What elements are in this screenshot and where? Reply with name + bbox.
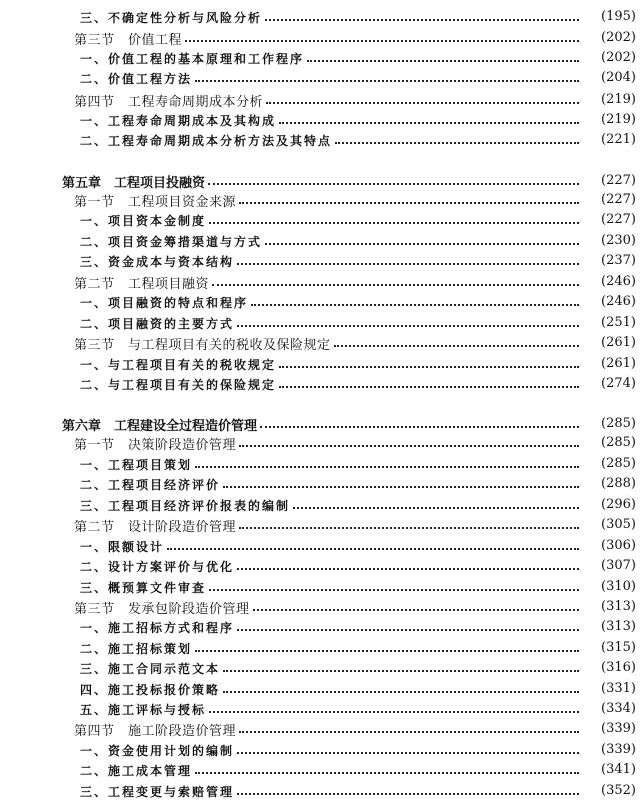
page-number: (310) (601, 579, 636, 594)
page-number: (331) (601, 681, 636, 696)
dot-leader (237, 568, 579, 570)
entry-title: 三、不确定性分析与风险分析 (80, 10, 263, 25)
entry-title: 第四节 施工阶段造价管理 (74, 723, 237, 739)
dot-leader (167, 548, 579, 550)
toc-section-entry[interactable] (74, 332, 636, 354)
dot-leader (237, 325, 579, 327)
entry-title: 一、工程寿命周期成本及其构成 (80, 113, 277, 128)
entry-title: 二、项目资金筹措渠道与方式 (80, 234, 263, 249)
toc-item-entry[interactable] (80, 637, 636, 659)
entry-title: 四、施工投标报价策略 (80, 682, 221, 697)
dot-leader (195, 650, 579, 652)
page-number: (316) (601, 660, 636, 675)
entry-title: 第二节 工程项目融资 (74, 276, 210, 292)
page-number: (285) (601, 435, 636, 450)
toc-section-entry[interactable] (74, 514, 636, 536)
page-number: (202) (601, 50, 636, 65)
dot-leader (195, 466, 579, 468)
toc-item-entry[interactable] (80, 353, 636, 375)
entry-title: 第六章 工程建设全过程造价管理 (62, 418, 258, 434)
page-number: (261) (601, 356, 636, 371)
entry-title: 一、项目融资的特点和程序 (80, 295, 249, 310)
entry-title: 一、资金使用计划的编制 (80, 743, 235, 758)
dot-leader (209, 589, 579, 591)
entry-title: 一、施工招标方式和程序 (80, 620, 235, 635)
entry-title: 二、工程项目经济评价 (80, 477, 221, 492)
dot-leader (195, 80, 579, 82)
entry-title: 二、施工招标策划 (80, 641, 193, 656)
page-number: (307) (601, 558, 636, 573)
dot-leader (239, 202, 579, 204)
dot-leader (212, 284, 579, 286)
toc-item-entry[interactable] (80, 6, 636, 28)
dot-leader (260, 426, 579, 428)
page-number: (352) (601, 783, 636, 798)
dot-leader (209, 222, 579, 224)
toc-item-entry[interactable] (80, 453, 636, 475)
entry-title: 二、工程寿命周期成本分析方法及其特点 (80, 133, 333, 148)
page-number: (219) (601, 112, 636, 127)
page-number: (334) (601, 701, 636, 716)
entry-title: 第二节 设计阶段造价管理 (74, 519, 237, 535)
toc-section-entry[interactable] (74, 596, 636, 618)
page-number: (251) (601, 315, 636, 330)
page-number: (296) (601, 497, 636, 512)
page-number: (221) (601, 132, 636, 147)
entry-title: 第一节 工程项目资金来源 (74, 194, 237, 210)
dot-leader (185, 40, 579, 42)
entry-title: 一、与工程项目有关的税收规定 (80, 357, 277, 372)
entry-title: 第三节 与工程项目有关的税收及保险规定 (74, 337, 331, 353)
page-number: (306) (601, 538, 636, 553)
toc-item-entry[interactable] (80, 47, 636, 69)
entry-title: 三、施工合同示范文本 (80, 661, 221, 676)
page-number: (288) (601, 476, 636, 491)
page-number: (341) (601, 762, 636, 777)
dot-leader (279, 122, 579, 124)
toc-item-entry[interactable] (80, 312, 636, 334)
toc-item-entry[interactable] (80, 739, 636, 761)
toc-section-entry[interactable] (74, 432, 636, 454)
toc-section-entry[interactable] (74, 718, 636, 740)
toc-item-entry[interactable] (80, 109, 636, 131)
entry-title: 三、工程项目经济评价报表的编制 (80, 498, 291, 513)
toc-item-entry[interactable] (80, 759, 636, 781)
page-number: (315) (601, 640, 636, 655)
toc-section-entry[interactable] (74, 271, 636, 293)
dot-leader (237, 629, 579, 631)
page-number: (202) (601, 30, 636, 45)
dot-leader (265, 243, 579, 245)
entry-title: 第一节 决策阶段造价管理 (74, 437, 237, 453)
dot-leader (293, 507, 579, 509)
dot-leader (209, 711, 579, 713)
page-number: (227) (601, 212, 636, 227)
entry-title: 一、价值工程的基本原理和工作程序 (80, 51, 305, 66)
dot-leader (195, 772, 579, 774)
toc-item-entry[interactable] (80, 230, 636, 252)
page-number: (237) (601, 253, 636, 268)
entry-title: 二、设计方案评价与优化 (80, 559, 235, 574)
dot-leader (223, 691, 579, 693)
dot-leader (266, 102, 579, 104)
entry-title: 二、与工程项目有关的保险规定 (80, 377, 277, 392)
dot-leader (334, 345, 579, 347)
toc-item-entry[interactable] (80, 250, 636, 272)
dot-leader (239, 527, 579, 529)
toc-item-entry[interactable] (80, 209, 636, 231)
page-number: (204) (601, 70, 636, 85)
page-number: (339) (601, 742, 636, 757)
toc-item-entry[interactable] (80, 129, 636, 151)
toc-item-entry[interactable] (80, 555, 636, 577)
page-number: (261) (601, 335, 636, 350)
toc-item-entry[interactable] (80, 67, 636, 89)
entry-title: 第三节 发承包阶段造价管理 (74, 601, 250, 617)
toc-section-entry[interactable] (74, 189, 636, 211)
toc-section-entry[interactable] (74, 89, 636, 111)
dot-leader (279, 386, 579, 388)
dot-leader (237, 263, 579, 265)
toc-item-entry[interactable] (80, 494, 636, 516)
entry-title: 一、项目资本金制度 (80, 213, 207, 228)
page-number: (246) (601, 294, 636, 309)
entry-title: 二、施工成本管理 (80, 763, 193, 778)
dot-leader (253, 609, 579, 611)
dot-leader (279, 366, 579, 368)
entry-title: 五、施工评标与授标 (80, 702, 207, 717)
dot-leader (335, 142, 579, 144)
entry-title: 第三节 价值工程 (74, 32, 183, 48)
page-number: (230) (601, 233, 636, 248)
entry-title: 二、价值工程方法 (80, 71, 193, 86)
toc-section-entry[interactable] (74, 27, 636, 49)
entry-title: 一、限额设计 (80, 539, 165, 554)
toc-item-entry[interactable] (80, 291, 636, 313)
dot-leader (251, 304, 579, 306)
page-number: (305) (601, 517, 636, 532)
toc-item-entry[interactable] (80, 698, 636, 720)
dot-leader (223, 670, 579, 672)
page-number: (313) (601, 619, 636, 634)
page-number: (246) (601, 274, 636, 289)
toc-item-entry[interactable] (80, 678, 636, 700)
page-number: (219) (601, 92, 636, 107)
dot-leader (208, 183, 579, 185)
dot-leader (307, 60, 579, 62)
entry-title: 三、概预算文件审查 (80, 580, 207, 595)
dot-leader (265, 19, 579, 21)
dot-leader (239, 731, 579, 733)
toc-item-entry[interactable] (80, 373, 636, 395)
entry-title: 第四节 工程寿命周期成本分析 (74, 94, 264, 110)
page-number: (285) (601, 456, 636, 471)
page-number: (339) (601, 721, 636, 736)
dot-leader (223, 486, 579, 488)
toc-item-entry[interactable] (80, 576, 636, 598)
page-number: (195) (601, 9, 636, 24)
page-number: (285) (601, 416, 636, 431)
page-number: (227) (601, 192, 636, 207)
toc-item-entry[interactable] (80, 657, 636, 679)
toc-item-entry[interactable] (80, 616, 636, 638)
toc-item-entry[interactable] (80, 535, 636, 557)
toc-item-entry[interactable] (80, 473, 636, 495)
page-number: (227) (601, 173, 636, 188)
dot-leader (237, 752, 579, 754)
entry-title: 一、工程项目策划 (80, 457, 193, 472)
page-number: (274) (601, 376, 636, 391)
entry-title: 二、项目融资的主要方式 (80, 316, 235, 331)
dot-leader (239, 445, 579, 447)
page-number: (313) (601, 599, 636, 614)
entry-title: 三、工程变更与索赔管理 (80, 784, 235, 799)
entry-title: 三、资金成本与资本结构 (80, 254, 235, 269)
entry-title: 第五章 工程项目投融资 (62, 175, 206, 191)
toc-item-entry[interactable] (80, 780, 636, 802)
